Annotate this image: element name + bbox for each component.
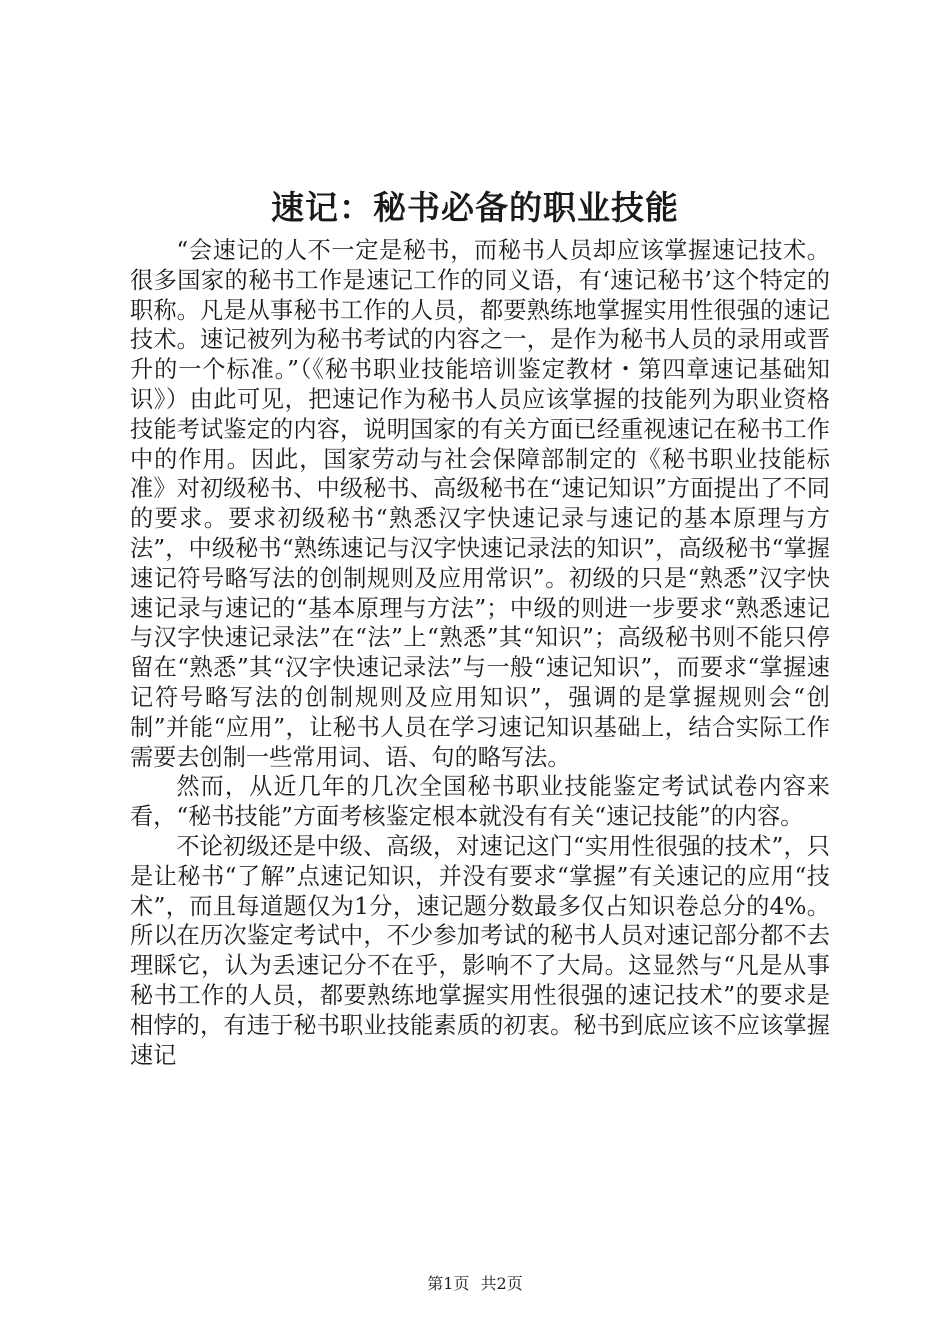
page-number: 第1页 [427, 1274, 470, 1293]
paragraph: 不论初级还是中级、高级，对速记这门“实用性很强的技术”，只是让秘书“了解”点速记知识，并没有要求“掌握”有关速记的应用“技术”，而且每道题仅为1分，速记题分数最多仅占知识卷总分的4%。所以在历次鉴定考试中，不少参加考试的秘书人员对速记部分都不去理睬它，认为丢速记分不在乎，影响不了大局。这显然与“凡是从事秘书工作的人员，都要熟练地掌握实用性很强的速记技术”的要求是相悖的，有违于秘书职业技能素质的初衷。秘书到底应该不应该掌握速记 [130, 832, 830, 1069]
document-title: 速记：秘书必备的职业技能 [271, 188, 679, 227]
paragraph: 然而，从近几年的几次全国秘书职业技能鉴定考试试卷内容来看，“秘书技能”方面考核鉴定根本就没有有关“速记技能”的内容。 [130, 773, 830, 831]
page-total: 共2页 [480, 1274, 523, 1293]
page-footer [0, 1274, 950, 1294]
document-body [130, 236, 830, 1070]
paragraph: “会速记的人不一定是秘书，而秘书人员却应该掌握速记技术。很多国家的秘书工作是速记工作的同义语，有‘速记秘书’这个特定的职称。凡是从事秘书工作的人员，都要熟练地掌握实用性很强的速记技术。速记被列为秘书考试的内容之一，是作为秘书人员的录用或晋升的一个标准。”（《秘书职业技能培训鉴定教材・第四章速记基础知识》）由此可见，把速记作为秘书人员应该掌握的技能列为职业资格技能考试鉴定的内容，说明国家的有关方面已经重视速记在秘书工作中的作用。因此，国家劳动与社会保障部制定的《秘书职业技能标准》对初级秘书、中级秘书、高级秘书在“速记知识”方面提出了不同的要求。要求初级秘书“熟悉汉字快速记录与速记的基本原理与方法”，中级秘书“熟练速记与汉字快速记录法的知识”，高级秘书“掌握速记符号略写法的创制规则及应用常识”。初级的只是“熟悉”汉字快速记录与速记的“基本原理与方法”；中级的则进一步要求“熟悉速记与汉字快速记录法”在“法”上“熟悉”其“知识”；高级秘书则不能只停留在“熟悉”其“汉字快速记录法”与一般“速记知识”，而要求“掌握速记符号略写法的创制规则及应用知识”，强调的是掌握规则会“创制”并能“应用”，让秘书人员在学习速记知识基础上，结合实际工作需要去创制一些常用词、语、句的略写法。 [130, 237, 830, 771]
